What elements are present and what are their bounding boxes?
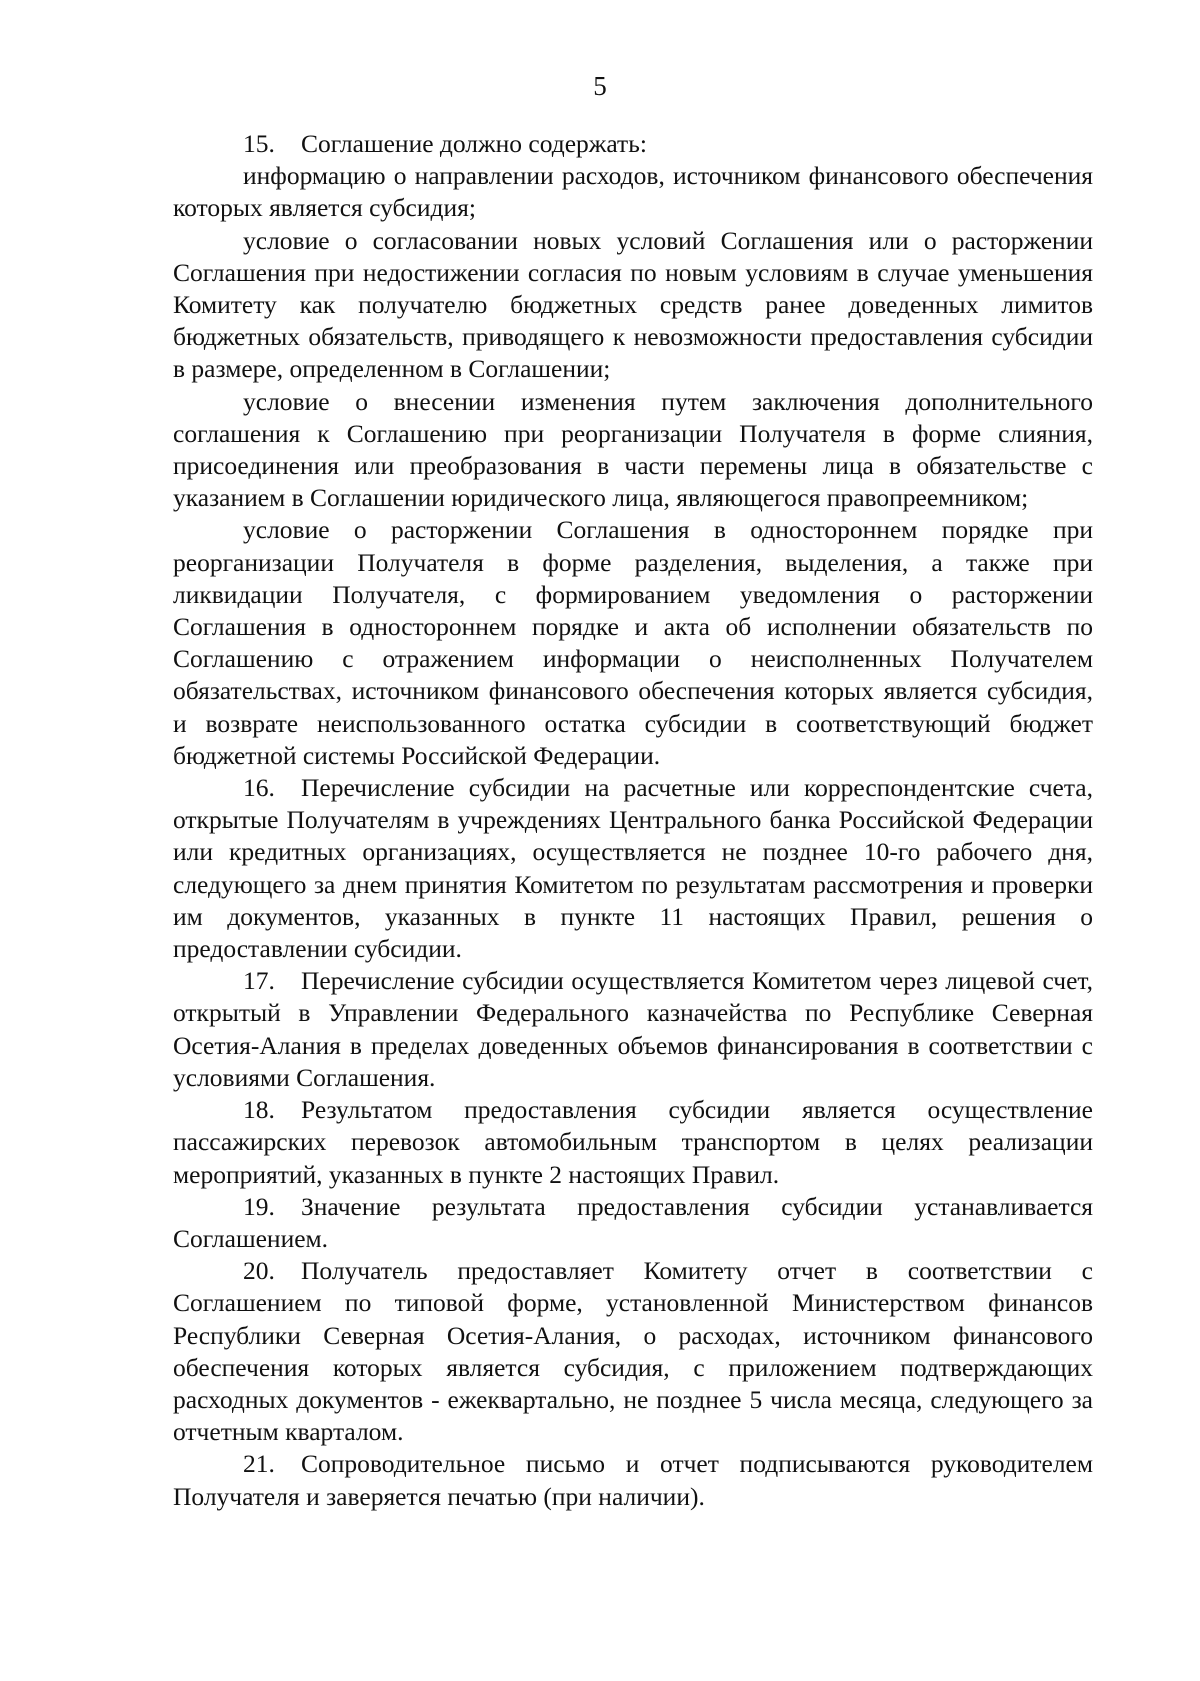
paragraph-number: 21. [243,1449,275,1479]
page-number: 5 [593,71,607,101]
paragraph-number: 15. [243,129,275,158]
paragraph-number: 19. [243,1191,275,1221]
paragraph-18 [173,1094,1093,1191]
paragraph-text: информацию о направлении расходов, источником финансового обеспечения которых является субсидия; [173,161,1093,223]
paragraph-text: Сопроводительное письмо и отчет подписываются руководителем Получателя и заверяется печатью (при наличии). [173,1449,1093,1511]
paragraph-15-item-2 [173,225,1093,386]
paragraph-19 [173,1191,1093,1255]
paragraph-15 [173,128,1093,160]
paragraph-text: Соглашение должно содержать: [301,129,647,158]
paragraph-number: 18. [243,1095,275,1125]
paragraph-text: Перечисление субсидии осуществляется Комитетом через лицевой счет, открытый в Управлении Федерального казначейства по Республике Северная Осетия-Алания в пределах доведенных объемов финансирования в соответствии с условиями Соглашения. [173,966,1093,1092]
paragraph-17 [173,965,1093,1094]
document-body [173,128,1093,1513]
paragraph-15-item-1 [173,160,1093,224]
paragraph-text: условие о внесении изменения путем заключения дополнительного соглашения к Соглашению при реорганизации Получателя в форме слияния, присоединения или преобразования в части перемены лица в обязательстве с указанием в Соглашении юридического лица, являющегося правопреемником; [173,386,1093,513]
paragraph-text: Получатель предоставляет Комитету отчет в соответствии с Соглашением по типовой форме, установленной Министерством финансов Республики Северная Осетия-Алания, о расходах, источником финансового обеспечения которых является субсидия, с приложением подтверждающих расходных документов - ежеквартально, не позднее 5 числа месяца, следующего за отчетным кварталом. [173,1256,1093,1447]
paragraph-15-item-3 [173,386,1093,515]
paragraph-text: Перечисление субсидии на расчетные или корреспондентские счета, открытые Получателям в учреждениях Центрального банка Российской Федерации или кредитных организациях, осуществляется не позднее 10-го рабочего дня, следующего за днем принятия Комитетом по результатам рассмотрения и проверки им документов, указанных в пункте 11 настоящих Правил, решения о предоставлении субсидии. [173,773,1093,964]
paragraph-text: Значение результата предоставления субсидии устанавливается Соглашением. [173,1191,1093,1253]
paragraph-number: 17. [243,966,275,996]
paragraph-text: условие о расторжении Соглашения в одностороннем порядке при реорганизации Получателя в форме разделения, выделения, а также при ликвидации Получателя, с формированием уведомления о расторжении Соглашения в одностороннем порядке и акта об исполнении обязательств по Соглашению с отражением информации о неисполненных Получателем обязательствах, источником финансового обеспечения которых является субсидия, и возврате неиспользованного остатка субсидии в соответствующий бюджет бюджетной системы Российской Федерации. [173,515,1093,770]
paragraph-text: Результатом предоставления субсидии является осуществление пассажирских перевозок автомобильным транспортом в целях реализации мероприятий, указанных в пункте 2 настоящих Правил. [173,1095,1093,1189]
paragraph-number: 20. [243,1256,275,1286]
paragraph-21 [173,1448,1093,1512]
paragraph-text: условие о согласовании новых условий Соглашения или о расторжении Соглашения при недостижении согласия по новым условиям в случае уменьшения Комитету как получателю бюджетных средств ранее доведенных лимитов бюджетных обязательств, приводящего к невозможности предоставления субсидии в размере, определенном в Соглашении; [173,225,1093,384]
paragraph-15-item-4 [173,514,1093,772]
paragraph-20 [173,1255,1093,1448]
paragraph-16 [173,772,1093,965]
paragraph-number: 16. [243,773,275,803]
